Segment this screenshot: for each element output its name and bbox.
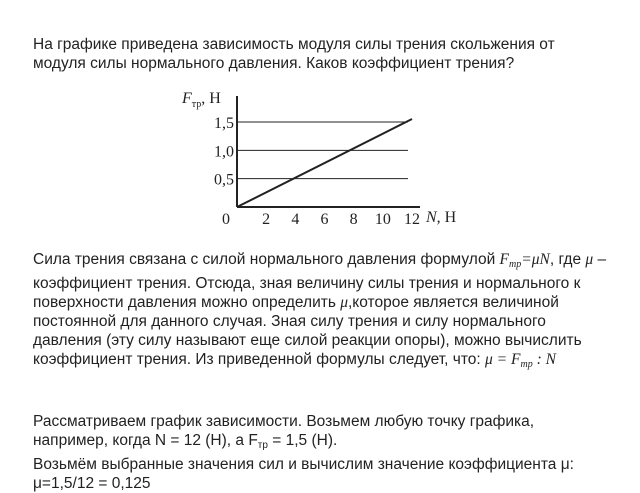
y-tick-label: 1,0 <box>214 143 234 161</box>
x-tick-label: 0 <box>222 211 230 228</box>
x-tick-label: 2 <box>262 211 271 228</box>
data-line <box>237 119 412 207</box>
formula-coefficient: $\mu = F_{тр}$ : N <box>485 351 556 370</box>
axes <box>237 96 420 207</box>
step1-text: Рассматриваем график зависимости. Возьмем любую точку графика, например, когда N = 12 (Н), а $F_{тр} = 1,5$ (Н). <box>33 413 535 451</box>
y-tick-labels <box>214 115 234 189</box>
x-tick-label: 4 <box>291 211 300 228</box>
gridlines <box>237 122 408 179</box>
x-tick-label: 6 <box>320 211 329 228</box>
x-tick-label: 12 <box>404 211 420 228</box>
x-axis-label: N, Н <box>426 209 457 226</box>
x-tick-label: 10 <box>374 211 391 228</box>
x-tick-label: 8 <box>349 211 358 228</box>
explanation-text: Сила трения связана с силой нормального давления формулой $F_{тр}=\mu N$, где μ – коэффициент трения. Отсюда, зная величину силы трения и нормального к поверхности давления можно определить μ,которое является величиной постоянной для данного случая. Зная силу трения и силу нормального давления (эту силу называют еще силой реакции опоры), можно вычислить коэффициент трения. Из приведенной формулы следует, что: $\mu = F_{тр}$ : N <box>33 251 607 370</box>
y-tick-label: 0,5 <box>214 171 234 189</box>
y-axis-label: $F_{тр}$, Н <box>182 90 221 110</box>
step2-text: Возьмём выбранные значения сил и вычислим значение коэффициента μ: μ=1,5/12 = 0,125 <box>33 456 574 492</box>
formula-friction: $F_{тр}=\mu N$ <box>499 251 550 270</box>
x-tick-labels <box>222 211 420 228</box>
y-tick-label: 1,5 <box>214 115 234 132</box>
question-text: На графике приведена зависимость модуля силы трения скольжения от модуля силы нормального давления. Каков коэффициент трения? <box>33 36 555 72</box>
